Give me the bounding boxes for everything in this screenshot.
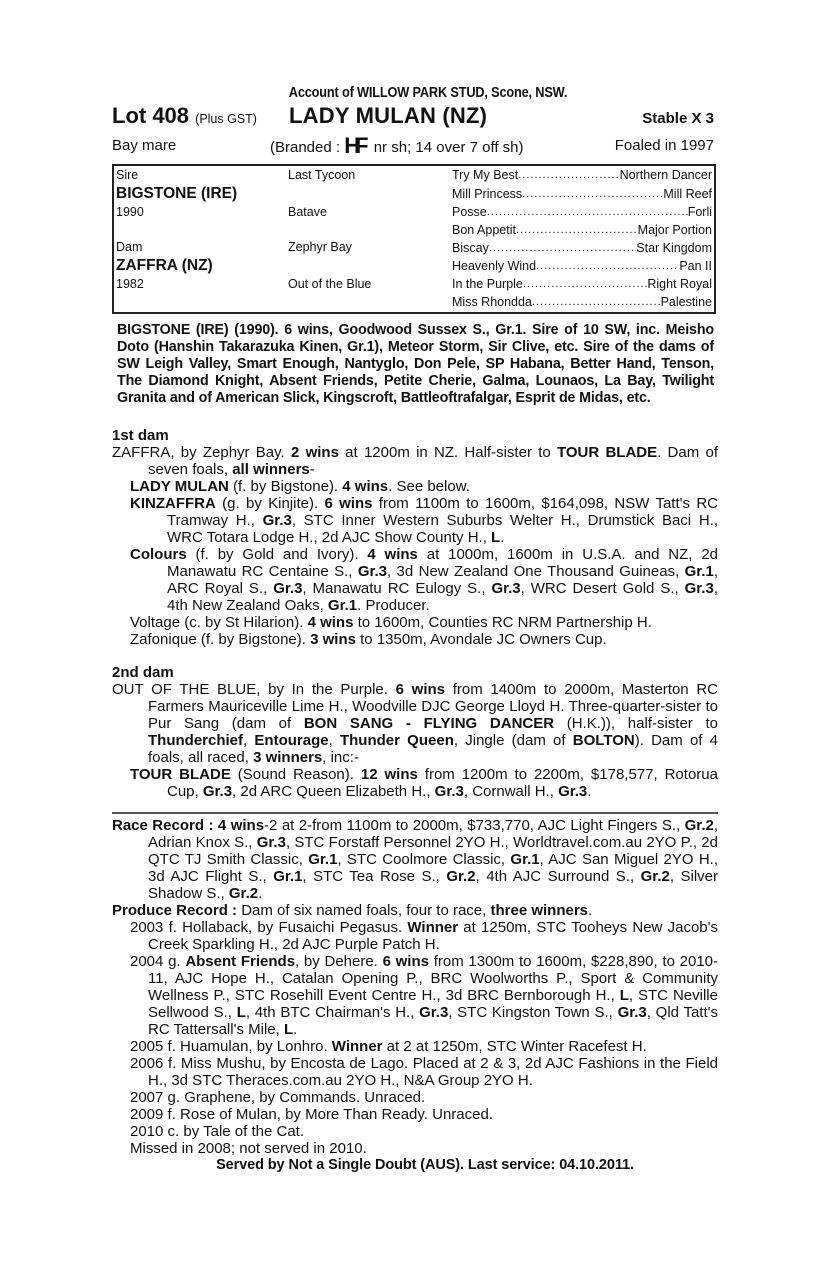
grandsire-maternal: Zephyr Bay [288, 240, 352, 254]
ancestor-name: Heavenly Wind [452, 259, 537, 273]
text: (g. by Kinjite). [215, 495, 325, 512]
bold-text: L [236, 1004, 246, 1021]
text: Dam of six named foals, four to race, [241, 902, 491, 919]
pedigree-ancestor-row [452, 257, 712, 275]
text: at 1250m, STC Tooheys New Jacob's Creek Sparkling H., 2d AJC Purple Patch H. [148, 919, 719, 953]
bold-text: Gr.3 [684, 580, 714, 597]
pedigree-ancestor-row [452, 203, 712, 221]
text: (f. by Gold and Ivory). [186, 546, 368, 563]
text: , STC Forstaff Personnel 2YO H., Worldtravel.com.au 2YO P., 2d QTC TJ Smith Classic, [148, 834, 718, 868]
bold-text: Gr.2 [684, 817, 714, 834]
bold-text: Gr.3 [202, 783, 233, 800]
bold-text: LADY MULAN [130, 478, 229, 495]
dam-year: 1982 [116, 277, 144, 291]
vendor-account: Account of WILLOW PARK STUD, Scone, NSW. [288, 85, 568, 101]
bold-text: BON SANG - FLYING DANCER [303, 715, 555, 732]
text: , [328, 732, 340, 749]
bold-text: Produce Record : [112, 902, 242, 919]
bold-text: all winners [232, 461, 310, 478]
bold-text: Gr.3 [262, 512, 292, 529]
foal-entry [112, 1123, 718, 1140]
text: , Jingle (dam of [453, 732, 573, 749]
section-divider [112, 812, 718, 814]
text: , by Dehere. [295, 953, 383, 970]
bold-text: Gr.1 [308, 851, 338, 868]
pedigree-ancestor-row [452, 275, 712, 293]
text: to 1600m, Counties RC NRM Partnership H. [353, 614, 652, 631]
text: , inc:- [322, 749, 359, 766]
text: Voltage (c. by St Hilarion). [130, 614, 308, 631]
bold-text: Gr.3 [256, 834, 286, 851]
text: 2004 g. [130, 953, 186, 970]
second-dam-section [112, 664, 718, 800]
ancestor-sire: Palestine [660, 295, 712, 309]
bold-text: 4 wins [217, 817, 265, 834]
leader-dots [516, 221, 638, 239]
second-dam-heading: 2nd dam [112, 664, 174, 681]
pedigree-table [112, 164, 716, 314]
ancestor-name: Try My Best [452, 168, 519, 182]
branded-prefix: (Branded : [270, 139, 341, 156]
leader-dots [536, 257, 679, 275]
pedigree-ancestor-row [452, 166, 712, 184]
bold-text: Absent Friends [185, 953, 296, 970]
ancestor-name: Miss Rhondda [452, 295, 532, 309]
pedigree-ancestor-row [452, 185, 712, 203]
text: , Adrian Knox S., [148, 817, 718, 851]
bold-text: Gr.1 [327, 597, 358, 614]
pedigree-ancestor-row [452, 239, 712, 257]
leader-dots [522, 185, 663, 203]
text: at 1000m, 1600m in U.S.A. and NZ, 2d Manawatu RC Centaine S., [167, 546, 719, 580]
text: 2009 f. Rose of Mulan, by More Than Ready. Unraced. [130, 1106, 493, 1123]
text: - [309, 461, 315, 478]
first-dam-heading: 1st dam [112, 427, 169, 444]
ancestor-name: Biscay [452, 241, 489, 255]
bold-text: Gr.1 [273, 868, 303, 885]
text: , STC Kingston Town S., [448, 1004, 618, 1021]
second-dam-paras [112, 681, 718, 800]
text: (H.K.)), half-sister to [554, 715, 719, 732]
color-sex: Bay mare [112, 137, 177, 154]
ancestor-sire: Pan II [679, 259, 712, 273]
leader-dots [532, 293, 661, 311]
text: 2005 f. Huamulan, by Lonhro. [130, 1038, 332, 1055]
bold-text: 6 wins [324, 495, 373, 512]
brand-info [270, 134, 524, 160]
pedigree-paragraph [112, 546, 718, 614]
pedigree-paragraph [112, 614, 718, 631]
ancestor-name: In the Purple [452, 277, 523, 291]
sire-year: 1990 [116, 205, 144, 219]
text: , STC Coolmore Classic, [337, 851, 511, 868]
bold-text: Gr.3 [617, 1004, 647, 1021]
foal-entry [112, 1140, 718, 1157]
text: ZAFFRA, by Zephyr Bay. [112, 444, 291, 461]
text: , 3d New Zealand One Thousand Guineas, [387, 563, 685, 580]
produce-record-intro [112, 902, 718, 919]
text: 2010 c. by Tale of the Cat. [130, 1123, 305, 1140]
gst-note: (Plus GST) [195, 112, 257, 126]
bold-text: KINZAFFRA [130, 495, 216, 512]
text: from 1300m to 1600m, $228,890, to 2010-11, AJC Hope H., Catalan Opening P., BRC Woolworths P., Sport & Community Wellness P., STC Rosehill Event Centre H., 3d BRC Bernborough H., [148, 953, 718, 1004]
leader-dots [523, 275, 647, 293]
bold-text: Gr.3 [357, 563, 387, 580]
first-dam-paras [112, 444, 718, 648]
catalogue-page [112, 84, 718, 1174]
text: . Dam of seven foals, [148, 444, 718, 478]
granddam-maternal: Out of the Blue [288, 277, 372, 291]
text: . [500, 529, 505, 546]
ancestor-sire: Forli [687, 205, 712, 219]
ancestor-sire: Major Portion [637, 223, 712, 237]
text: from 1100m to 1600m, $164,098, NSW Tatt's RC Tramway H., [167, 495, 718, 529]
bold-text: Gr.3 [419, 1004, 449, 1021]
bold-text: Gr.2 [446, 868, 476, 885]
produce-record-section [112, 902, 718, 1174]
bold-text: Gr.2 [228, 885, 259, 902]
text: , Silver Shadow S., [148, 868, 719, 902]
bold-text: Gr.3 [273, 580, 303, 597]
bold-text: 2 wins [290, 444, 339, 461]
dam-label: Dam [116, 240, 143, 254]
produce-foal-list [112, 919, 718, 1157]
horse-name: LADY MULAN (NZ) [289, 103, 488, 128]
sire-summary: BIGSTONE (IRE) (1990). 6 wins, Goodwood Sussex S., Gr.1. Sire of 10 SW, inc. Meisho Doto (Hanshin Takarazuka Kinen, Gr.1), Meteor Storm, Sir Clive, etc. Sire of the dams of SW Leigh Valley, Smart Enough, Nantyglo, Don Pele, SP Habana, Better Hand, Tenson, The Diamond Knight, Absent Friends, Petite Cherie, Galma, Lounaos, La Bay, Twilight Granita and of American Slick, Kingscroft, Battleoftrafalgar, Esprit de Midas, etc. [117, 322, 714, 406]
dam-name: ZAFFRA (NZ) [116, 257, 213, 274]
foal-entry [112, 1106, 718, 1123]
bold-text: Winner [331, 1038, 383, 1055]
foal-entry [112, 1089, 718, 1106]
bold-text: Race Record : [112, 817, 218, 834]
bold-text: 3 wins [310, 631, 356, 648]
served-note: Served by Not a Single Doubt (AUS). Last service: 04.10.2011. [216, 1157, 634, 1173]
text: OUT OF THE BLUE, by In the Purple. [112, 681, 396, 698]
text: 2006 f. Miss Mushu, by Encosta de Lago. Placed at 2 & 3, 2d AJC Fashions in the Field H., 3d STC Theraces.com.au 2YO H., N&A Group 2YO H. [130, 1055, 718, 1089]
text: , STC Tea Rose S., [302, 868, 447, 885]
bold-text: Gr.3 [558, 783, 588, 800]
text: . [588, 902, 593, 919]
text: at 1200m in NZ. Half-sister to [338, 444, 557, 461]
ancestor-sire: Mill Reef [663, 187, 712, 201]
bold-text: Thunder Queen [339, 732, 454, 749]
title-row [112, 102, 718, 130]
bold-text: 4 wins [342, 478, 389, 495]
bold-text: Winner [407, 919, 459, 936]
bold-text: 3 winners [253, 749, 323, 766]
text: Missed in 2008; not served in 2010. [130, 1140, 367, 1157]
bold-text: L [491, 529, 501, 546]
bold-text: Gr.3 [491, 580, 521, 597]
race-record-section [112, 817, 718, 902]
pedigree-paragraph [112, 681, 718, 766]
text: , [243, 732, 255, 749]
foal-entry [112, 919, 718, 953]
branded-suffix: nr sh; 14 over 7 off sh) [373, 139, 524, 156]
bold-text: Gr.1 [684, 563, 714, 580]
pedigree-paragraph [112, 766, 718, 800]
bold-text: BOLTON [572, 732, 635, 749]
text: , 4th AJC Surround S., [475, 868, 641, 885]
sub-row [112, 134, 718, 158]
pedigree-paragraph [112, 444, 718, 478]
bold-text: L [283, 1021, 294, 1038]
bold-text: 12 wins [360, 766, 418, 783]
brand-mark-icon: HF [344, 133, 364, 158]
granddam-paternal: Batave [288, 205, 327, 219]
first-dam-section [112, 427, 718, 648]
bold-text: Thunderchief [148, 732, 244, 749]
lot-number [112, 102, 257, 133]
text: , Manawatu RC Eulogy S., [302, 580, 492, 597]
text: -2 at 2-from 1100m to 2000m, $733,770, AJC Light Fingers S., [264, 817, 685, 834]
bold-text: Entourage [254, 732, 329, 749]
text: , 2d ARC Queen Elizabeth H., [232, 783, 435, 800]
foal-entry [112, 1055, 718, 1089]
pedigree-paragraph [112, 631, 718, 648]
race-record [112, 817, 718, 902]
foal-entry [112, 953, 718, 1038]
bold-text: TOUR BLADE [130, 766, 231, 783]
text: . [258, 885, 263, 902]
text: Zafonique (f. by Bigstone). [130, 631, 311, 648]
text: (f. by Bigstone). [228, 478, 343, 495]
text: , 4th BTC Chairman's H., [245, 1004, 420, 1021]
lot-label: Lot 408 [112, 103, 190, 128]
text: (Sound Reason). [230, 766, 361, 783]
text: 2003 f. Hollaback, by Fusaichi Pegasus. [130, 919, 408, 936]
text: , AJC San Miguel 2YO H., 3d AJC Flight S., [148, 851, 718, 885]
bold-text: Colours [130, 546, 187, 563]
text: , 4th New Zealand Oaks, [167, 580, 718, 614]
ancestor-sire: Northern Dancer [619, 168, 712, 182]
text: , STC Inner Western Suburbs Welter H., Drumstick Baci H., WRC Totara Lodge H., 2d AJC Show County H., [167, 512, 718, 546]
bold-text: three winners [490, 902, 589, 919]
ancestor-sire: Star Kingdom [636, 241, 712, 255]
bold-text: L [619, 987, 629, 1004]
stable-number: Stable X 3 [642, 110, 714, 127]
text: , Qld Tatt's RC Tattersall's Mile, [148, 1004, 719, 1038]
bold-text: 4 wins [307, 614, 354, 631]
bold-text: Gr.1 [510, 851, 540, 868]
grandsire-paternal: Last Tycoon [288, 168, 356, 182]
bold-text: 4 wins [367, 546, 418, 563]
text: . Producer. [357, 597, 430, 614]
foal-entry [112, 1038, 718, 1055]
pedigree-ancestor-row [452, 221, 712, 239]
pedigree-paragraph [112, 495, 718, 546]
text: . See below. [388, 478, 470, 495]
text: at 2 at 1250m, STC Winter Racefest H. [382, 1038, 647, 1055]
text: , WRC Desert Gold S., [520, 580, 685, 597]
text: , ARC Royal S., [167, 563, 718, 597]
text: from 1200m to 2200m, $178,577, Rotorua Cup, [167, 766, 718, 800]
text: , Cornwall H., [463, 783, 559, 800]
bold-text: Gr.3 [434, 783, 464, 800]
ancestor-name: Mill Princess [452, 187, 523, 201]
text: 2007 g. Graphene, by Commands. Unraced. [130, 1089, 426, 1106]
text: . [293, 1021, 298, 1038]
pedigree-paragraph [112, 478, 718, 495]
bold-text: 6 wins [382, 953, 429, 970]
foaled-year: Foaled in 1997 [614, 137, 714, 154]
ancestor-sire: Right Royal [647, 277, 712, 291]
leader-dots [487, 203, 688, 221]
text: ). Dam of 4 foals, all raced, [148, 732, 719, 766]
text: , STC Neville Sellwood S., [148, 987, 718, 1021]
text: . [587, 783, 592, 800]
ancestor-name: Posse [452, 205, 487, 219]
bold-text: 6 wins [395, 681, 446, 698]
sire-name: BIGSTONE (IRE) [116, 185, 238, 202]
bold-text: Gr.2 [640, 868, 670, 885]
text: to 1350m, Avondale JC Owners Cup. [355, 631, 607, 648]
leader-dots [489, 239, 636, 257]
leader-dots [518, 166, 619, 184]
bold-text: TOUR BLADE [556, 444, 658, 461]
pedigree-ancestor-row [452, 293, 712, 311]
text: from 1400m to 2000m, Masterton RC Farmers Mauriceville Lime H., Woodville DJC George Lloyd H. Three-quarter-sister to Pur Sang (dam of [148, 681, 718, 732]
ancestor-name: Bon Appetit [452, 223, 516, 237]
sire-label: Sire [116, 168, 139, 182]
